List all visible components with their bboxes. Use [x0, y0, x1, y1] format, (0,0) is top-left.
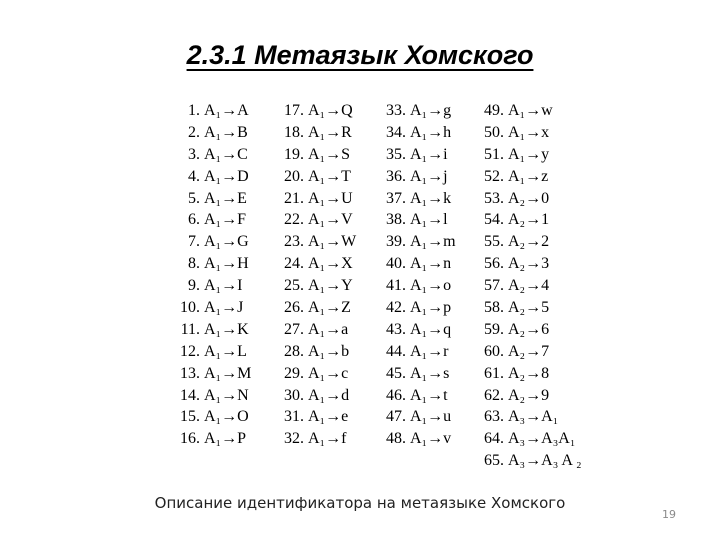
rule-number: 24. — [284, 255, 304, 273]
rule-number: 27. — [284, 320, 304, 338]
rule-production: A₁→p — [410, 299, 452, 317]
rule-production: A₂→4 — [508, 277, 550, 295]
rules-column-2 — [282, 100, 356, 450]
rule-number: 22. — [284, 211, 304, 229]
rule-production: A₁→w — [508, 102, 553, 119]
rule-number: 38. — [386, 211, 406, 229]
rule-number: 40. — [386, 255, 406, 273]
rule-number: 56. — [484, 255, 504, 273]
rule-production: A₁→e — [308, 408, 349, 426]
rule-production: A₁→l — [410, 211, 448, 229]
grammar-rule — [282, 188, 356, 210]
rule-production: A₃→A₁ — [508, 408, 559, 426]
rule-number: 36. — [386, 167, 406, 185]
rule-number: 6. — [188, 211, 200, 229]
rule-production: A₁→a — [308, 320, 349, 338]
rule-number: 26. — [284, 299, 304, 317]
grammar-rule — [482, 450, 582, 472]
rule-number: 35. — [386, 145, 406, 163]
figure-caption: Описание идентификатора на метаязыке Хомского — [154, 494, 566, 512]
grammar-rule — [384, 253, 456, 275]
grammar-rule — [384, 275, 456, 297]
rule-production: A₁→E — [204, 189, 247, 207]
rule-production: A₁→g — [410, 102, 452, 119]
rule-number: 4. — [188, 167, 200, 185]
rule-number: 53. — [484, 189, 504, 207]
grammar-rule — [482, 209, 582, 231]
rule-production: A₁→u — [410, 408, 452, 426]
grammar-rule — [282, 166, 356, 188]
rule-number: 32. — [284, 430, 304, 448]
grammar-rule — [482, 100, 582, 122]
rule-production: A₁→n — [410, 255, 452, 273]
grammar-rule — [178, 275, 251, 297]
grammar-rule — [282, 253, 356, 275]
grammar-rule — [178, 428, 251, 450]
rule-production: A₂→7 — [508, 342, 550, 360]
rule-number: 12. — [180, 342, 200, 360]
rule-number: 39. — [386, 233, 406, 251]
grammar-rule — [384, 122, 456, 144]
rule-production: A₁→K — [204, 320, 249, 338]
rule-production: A₃→A₃ A ₂ — [508, 452, 582, 470]
grammar-rule — [282, 209, 356, 231]
rule-number: 47. — [386, 408, 406, 426]
grammar-rule — [384, 209, 456, 231]
grammar-rule — [482, 363, 582, 385]
rules-column-4 — [482, 100, 582, 472]
rule-number: 25. — [284, 277, 304, 295]
rule-number: 37. — [386, 189, 406, 207]
grammar-rule — [282, 428, 356, 450]
grammar-rule — [482, 144, 582, 166]
rule-production: A₂→6 — [508, 320, 550, 338]
rule-number: 21. — [284, 189, 304, 207]
grammar-rule — [384, 188, 456, 210]
rule-production: A₁→h — [410, 123, 452, 141]
grammar-rule — [282, 297, 356, 319]
rule-number: 1. — [188, 102, 200, 119]
rule-production: A₁→Q — [308, 102, 353, 119]
grammar-rule — [384, 231, 456, 253]
rule-production: A₁→G — [204, 233, 249, 251]
grammar-rule — [384, 100, 456, 122]
rule-number: 9. — [188, 277, 200, 295]
rule-production: A₁→B — [204, 123, 248, 141]
rule-number: 13. — [180, 364, 200, 382]
slide-title — [0, 40, 720, 71]
rule-production: A₁→s — [410, 364, 450, 382]
rule-number: 49. — [484, 102, 504, 119]
grammar-rule — [384, 166, 456, 188]
rule-number: 19. — [284, 145, 304, 163]
rule-number: 10. — [180, 299, 200, 317]
rule-production: A₁→V — [308, 211, 353, 229]
grammar-rule — [482, 166, 582, 188]
grammar-rule — [384, 406, 456, 428]
grammar-rule — [282, 122, 356, 144]
rule-number: 15. — [180, 408, 200, 426]
rule-number: 5. — [188, 189, 200, 207]
grammar-rule — [384, 341, 456, 363]
rule-production: A₂→8 — [508, 364, 550, 382]
rule-production: A₁→A — [204, 102, 249, 119]
grammar-rule — [178, 166, 251, 188]
rule-production: A₁→N — [204, 386, 249, 404]
grammar-rule — [282, 341, 356, 363]
rule-production: A₁→Y — [308, 277, 353, 295]
rule-production: A₁→r — [410, 342, 449, 360]
rule-production: A₁→t — [410, 386, 448, 404]
rule-number: 17. — [284, 102, 304, 119]
rule-number: 54. — [484, 211, 504, 229]
grammar-rule — [384, 297, 456, 319]
grammar-rule — [282, 144, 356, 166]
rule-production: A₁→D — [204, 167, 249, 185]
grammar-rule — [482, 385, 582, 407]
rule-production: A₁→C — [204, 145, 248, 163]
rule-number: 31. — [284, 408, 304, 426]
rule-number: 59. — [484, 320, 504, 338]
rule-production: A₁→m — [410, 233, 456, 251]
rule-production: A₂→2 — [508, 233, 550, 251]
rule-number: 64. — [484, 430, 504, 448]
rule-production: A₁→O — [204, 408, 249, 426]
rule-number: 62. — [484, 386, 504, 404]
rule-production: A₁→o — [410, 277, 452, 295]
rule-number: 51. — [484, 145, 504, 163]
grammar-rule — [178, 188, 251, 210]
rule-number: 34. — [386, 123, 406, 141]
rule-number: 8. — [188, 255, 200, 273]
rule-number: 45. — [386, 364, 406, 382]
rule-production: A₂→0 — [508, 189, 550, 207]
grammar-rule — [384, 428, 456, 450]
grammar-rule — [282, 385, 356, 407]
page-number: 19 — [662, 508, 676, 521]
rule-production: A₁→j — [410, 167, 448, 185]
rules-column-3 — [384, 100, 456, 450]
rule-production: A₁→k — [410, 189, 452, 207]
rule-number: 57. — [484, 277, 504, 295]
grammar-rule — [482, 275, 582, 297]
rule-number: 14. — [180, 386, 200, 404]
grammar-rule — [482, 341, 582, 363]
rule-number: 44. — [386, 342, 406, 360]
rule-production: A₁→b — [308, 342, 350, 360]
rule-production: A₁→J — [204, 299, 244, 317]
rule-production: A₁→I — [204, 277, 243, 295]
grammar-rule — [384, 319, 456, 341]
grammar-rule — [384, 363, 456, 385]
rule-production: A₁→L — [204, 342, 247, 360]
rule-production: A₁→i — [410, 145, 448, 163]
rule-number: 50. — [484, 123, 504, 141]
rule-number: 3. — [188, 145, 200, 163]
rule-production: A₁→T — [308, 167, 351, 185]
grammar-rule — [282, 231, 356, 253]
rule-number: 18. — [284, 123, 304, 141]
rule-number: 63. — [484, 408, 504, 426]
rule-production: A₁→P — [204, 430, 247, 448]
grammar-rule — [384, 385, 456, 407]
slide-title-text: 2.3.1 Метаязык Хомского — [186, 40, 534, 70]
rule-production: A₁→R — [308, 123, 352, 141]
grammar-rule — [482, 297, 582, 319]
grammar-rule — [178, 341, 251, 363]
grammar-rule — [482, 122, 582, 144]
grammar-rule — [178, 319, 251, 341]
grammar-rules-table — [178, 100, 608, 472]
rule-production: A₁→F — [204, 211, 247, 229]
grammar-rule — [178, 363, 251, 385]
rule-number: 33. — [386, 102, 406, 119]
rule-production: A₁→x — [508, 123, 550, 141]
rule-number: 30. — [284, 386, 304, 404]
rule-production: A₁→S — [308, 145, 351, 163]
grammar-rule — [178, 122, 251, 144]
grammar-rule — [178, 406, 251, 428]
rule-production: A₂→9 — [508, 386, 550, 404]
rule-number: 16. — [180, 430, 200, 448]
rule-production: A₁→W — [308, 233, 357, 251]
grammar-rule — [282, 406, 356, 428]
rule-number: 20. — [284, 167, 304, 185]
rule-number: 23. — [284, 233, 304, 251]
rule-production: A₂→3 — [508, 255, 550, 273]
rule-production: A₁→H — [204, 255, 249, 273]
grammar-rule — [282, 363, 356, 385]
grammar-rule — [482, 428, 582, 450]
rules-column-1 — [178, 100, 251, 450]
grammar-rule — [482, 406, 582, 428]
rule-number: 28. — [284, 342, 304, 360]
grammar-rule — [282, 319, 356, 341]
rule-number: 60. — [484, 342, 504, 360]
rule-production: A₁→d — [308, 386, 350, 404]
rule-production: A₁→c — [308, 364, 349, 382]
rule-production: A₁→v — [410, 430, 452, 448]
rule-production: A₁→U — [308, 189, 353, 207]
rule-number: 58. — [484, 299, 504, 317]
grammar-rule — [178, 144, 251, 166]
rule-number: 61. — [484, 364, 504, 382]
rule-number: 2. — [188, 123, 200, 141]
rule-number: 65. — [484, 452, 504, 470]
rule-number: 46. — [386, 386, 406, 404]
grammar-rule — [178, 297, 251, 319]
rule-production: A₂→5 — [508, 299, 550, 317]
rule-number: 42. — [386, 299, 406, 317]
rule-number: 43. — [386, 320, 406, 338]
grammar-rule — [384, 144, 456, 166]
grammar-rule — [178, 385, 251, 407]
grammar-rule — [178, 100, 251, 122]
rule-number: 11. — [180, 320, 200, 338]
rule-number: 48. — [386, 430, 406, 448]
rule-production: A₁→z — [508, 167, 549, 185]
rule-number: 55. — [484, 233, 504, 251]
grammar-rule — [178, 231, 251, 253]
rule-number: 52. — [484, 167, 504, 185]
grammar-rule — [482, 188, 582, 210]
grammar-rule — [482, 253, 582, 275]
rule-production: A₁→f — [308, 430, 347, 448]
rule-number: 7. — [188, 233, 200, 251]
grammar-rule — [178, 209, 251, 231]
rule-number: 41. — [386, 277, 406, 295]
rule-production: A₁→Z — [308, 299, 351, 317]
rule-number: 29. — [284, 364, 304, 382]
grammar-rule — [282, 100, 356, 122]
grammar-rule — [482, 319, 582, 341]
rule-production: A₁→M — [204, 364, 252, 382]
rule-production: A₁→q — [410, 320, 452, 338]
rule-production: A₂→1 — [508, 211, 550, 229]
rule-production: A₁→y — [508, 145, 550, 163]
grammar-rule — [282, 275, 356, 297]
rule-production: A₁→X — [308, 255, 353, 273]
grammar-rule — [482, 231, 582, 253]
grammar-rule — [178, 253, 251, 275]
rule-production: A₃→A₃A₁ — [508, 430, 576, 448]
